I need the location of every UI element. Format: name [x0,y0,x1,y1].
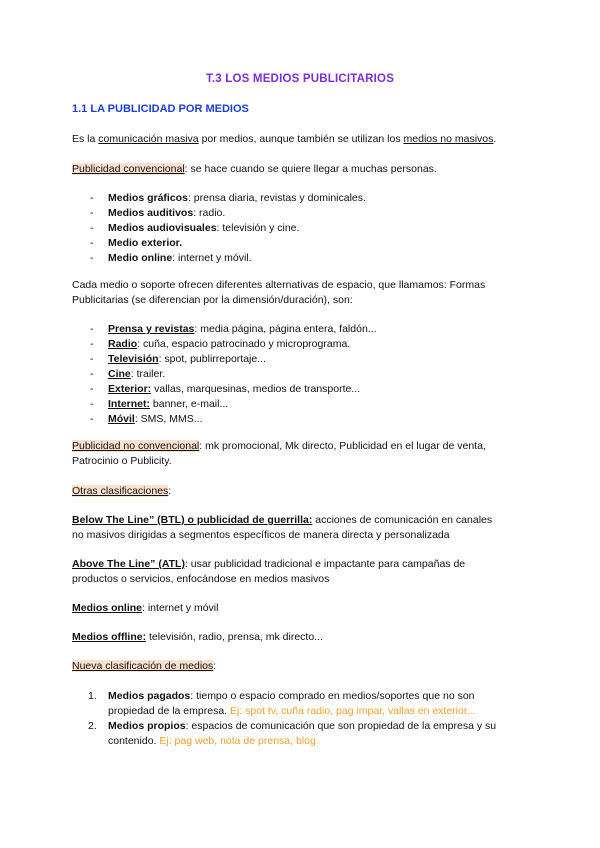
formas-line-2: Publicitarias (se diferencian por la dimensión/duración), son: [72,294,353,306]
section-heading: 1.1 LA PUBLICIDAD POR MEDIOS [72,103,249,115]
example-text: Ej: spot tv, cuña radio, pag impar, vallas en exterior... [230,705,476,717]
list-item: - Medio online: internet y móvil. [90,252,252,264]
list-item: - Medio exterior. [90,237,183,249]
no-convencional-line-2: Patrocinio o Publicity. [72,455,172,467]
list-item: - Medios gráficos: prensa diaria, revistas y dominicales. [90,192,366,204]
page-title: T.3 LOS MEDIOS PUBLICITARIOS [205,73,395,85]
formas-line-1: Cada medio o soporte ofrecen diferentes alternativas de espacio, que llamamos: Formas [72,279,486,291]
nueva-list [72,689,528,749]
list-item: - Exterior: vallas, marquesinas, medios de transporte... [90,383,361,395]
label-otras-clasificaciones: Otras clasificaciones [72,485,169,497]
list-item: 2. Medios propios: espacios de comunicación que son propiedad de la empresa y su contenido. Ej: pag web, nota de prensa, blog [88,720,497,747]
list-item: 1. Medios pagados: tiempo o espacio comprado en medios/soportes que no son propiedad de la empresa. Ej: spot tv, cuña radio, pag impar, vallas en exterior... [88,690,476,717]
btl-line-2: no masivos dirigidas a segmentos específicos de manera directa y personalizada [72,529,450,541]
intro-text-end: . [493,133,497,145]
btl-line-1: Below The Line” (BTL) o publicidad de guerrilla: acciones de comunicación en canales [72,514,493,526]
atl-line-2: productos o servicios, enfocándose en medios masivos [72,573,330,585]
online-paragraph: Medios online: internet y móvil [72,602,219,614]
term-atl: Above The Line” (ATL) [72,558,185,570]
convencional-paragraph [72,162,437,177]
list-item: - Cine: trailer. [90,368,166,380]
intro-text: Es la [72,133,99,145]
formas-list [72,322,377,427]
list-item: - Televisión: spot, publirreportaje... [90,353,266,365]
list-item: - Medios audiovisuales: televisión y cine. [90,222,300,234]
convencional-text: : se hace cuando se quiere llegar a muchas personas. [184,163,437,175]
term-medios-online: Medios online [72,602,143,614]
otras-heading: Otras clasificaciones: [72,485,172,497]
label-publicidad-convencional: Publicidad convencional [72,163,185,175]
list-item: - Internet: banner, e-mail... [90,398,229,410]
list-item: - Medios auditivos: radio. [90,207,226,219]
no-convencional-line-1: Publicidad no convencional: mk promocional, Mk directo, Publicidad en el lugar de venta, [72,440,486,452]
list-item: - Prensa y revistas: media página, página entera, faldón... [90,323,377,335]
label-publicidad-no-convencional: Publicidad no convencional [72,440,200,452]
term-btl: Below The Line” (BTL) o publicidad de guerrilla: [72,514,313,526]
medios-list [72,191,366,266]
intro-paragraph [72,132,496,147]
term-medios-offline: Medios offline: [72,631,147,643]
list-item: - Radio: cuña, espacio patrocinado y microprograma. [90,338,351,350]
list-item: - Móvil: SMS, MMS... [90,413,203,425]
offline-paragraph: Medios offline: televisión, radio, prensa, mk directo... [72,631,323,643]
intro-text-mid: por medios, aunque también se utilizan los [198,133,404,145]
term-medios-no-masivos: medios no masivos [403,133,494,145]
atl-line-1: Above The Line” (ATL): usar publicidad tradicional e impactante para campañas de [72,558,466,570]
label-nueva-clasificacion: Nueva clasificación de medios [72,660,214,672]
term-comunicacion-masiva: comunicación masiva [98,133,199,145]
example-text: Ej: pag web, nota de prensa, blog [159,735,316,747]
nueva-heading: Nueva clasificación de medios: [72,660,217,672]
